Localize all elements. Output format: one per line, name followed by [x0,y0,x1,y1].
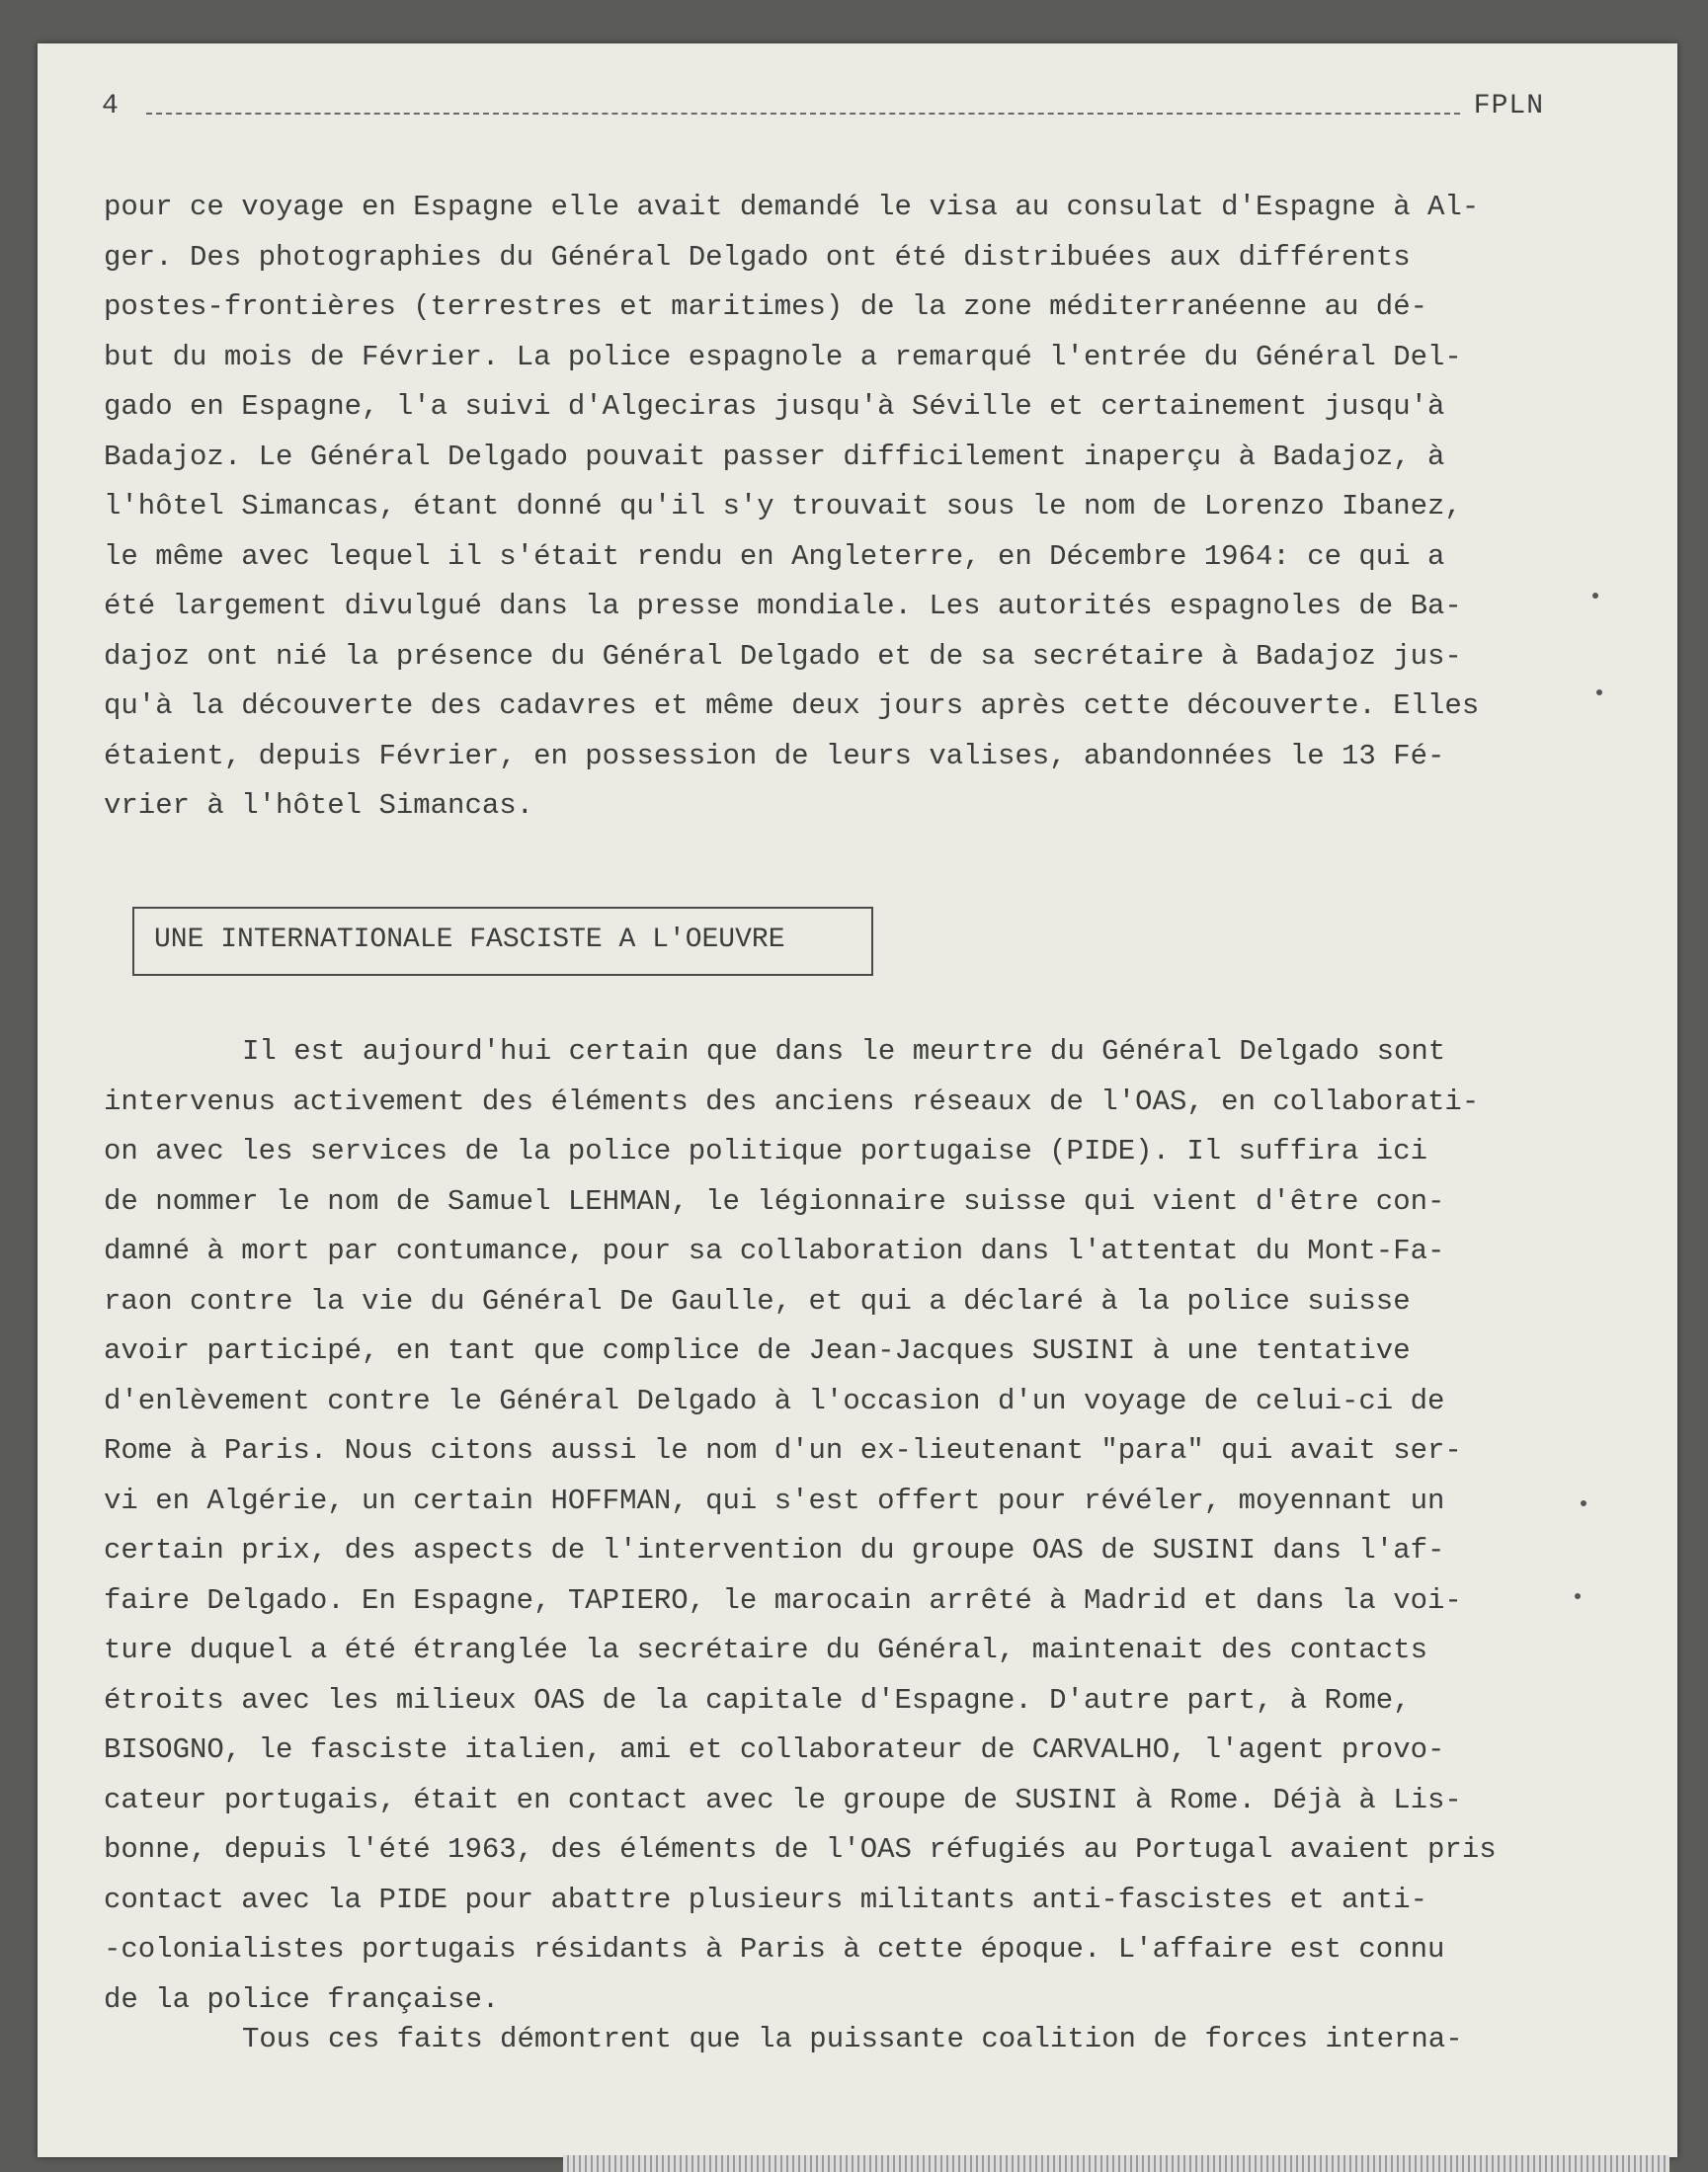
text-line: faire Delgado. En Espagne, TAPIERO, le marocain arrêté à Madrid et dans la voi- [104,1583,1462,1617]
text-line: cateur portugais, était en contact avec le groupe de SUSINI à Rome. Déjà à Lis- [104,1783,1462,1816]
text-line: postes-frontières (terrestres et maritimes) de la zone méditerranéenne au dé- [104,290,1428,323]
scale-ruler [563,2155,1669,2172]
text-line: bonne, depuis l'été 1963, des éléments de l'OAS réfugiés au Portugal avaient pris [104,1833,1497,1866]
page-number: 4 [102,91,119,121]
text-line: damné à mort par contumance, pour sa collaboration dans l'attentat du Mont-Fa- [104,1235,1445,1267]
text-line: de nommer le nom de Samuel LEHMAN, le légionnaire suisse qui vient d'être con- [104,1184,1445,1218]
text-line: Rome à Paris. Nous citons aussi le nom d'un ex-lieutenant "para" qui avait ser- [104,1434,1462,1467]
header-rule [146,113,1460,115]
text-line: Tous ces faits démontrent que la puissante coalition de forces interna- [242,2023,1463,2055]
text-line: Il est aujourd'hui certain que dans le meurtre du Général Delgado sont [242,1035,1446,1068]
text-line: -colonialistes portugais résidants à Paris à cette époque. L'affaire est connu [104,1933,1445,1966]
text-line: ger. Des photographies du Général Delgado ont été distribuées aux différents [104,240,1411,274]
margin-mark [1581,1500,1586,1506]
margin-mark [1592,593,1598,599]
margin-mark [1596,689,1602,695]
text-line: l'hôtel Simancas, étant donné qu'il s'y trouvait sous le nom de Lorenzo Ibanez, [104,490,1462,523]
paragraph-2 [104,1027,1586,2025]
text-line: Badajoz. Le Général Delgado pouvait passer difficilement inaperçu à Badajoz, à [104,440,1445,473]
margin-mark [1575,1593,1581,1599]
text-line: qu'à la découverte des cadavres et même deux jours après cette découverte. Elles [104,689,1480,722]
section-heading-box [132,907,873,976]
text-line: de la police française. [104,1982,500,2016]
page-header [102,91,1544,130]
text-line: d'enlèvement contre le Général Delgado à l'occasion d'un voyage de celui-ci de [104,1384,1445,1417]
section-title: UNE INTERNATIONALE FASCISTE A L'OEUVRE [154,925,785,955]
text-line: été largement divulgué dans la presse mondiale. Les autorités espagnoles de Ba- [104,590,1462,622]
text-line: avoir participé, en tant que complice de Jean-Jacques SUSINI à une tentative [104,1334,1411,1367]
text-line: certain prix, des aspects de l'intervention du groupe OAS de SUSINI dans l'af- [104,1534,1445,1567]
header-organization: FPLN [1473,91,1544,121]
text-line: vrier à l'hôtel Simancas. [104,789,534,822]
text-line: ture duquel a été étranglée la secrétaire du Général, maintenait des contacts [104,1634,1428,1666]
text-line: raon contre la vie du Général De Gaulle, et qui a déclaré à la police suisse [104,1284,1411,1318]
text-line: gado en Espagne, l'a suivi d'Algeciras jusqu'à Séville et certainement jusqu'à [104,390,1445,423]
text-line: contact avec la PIDE pour abattre plusieurs militants anti-fascistes et anti- [104,1883,1428,1916]
text-line: le même avec lequel il s'était rendu en Angleterre, en Décembre 1964: ce qui a [104,539,1445,573]
text-line: on avec les services de la police politique portugaise (PIDE). Il suffira ici [104,1135,1428,1167]
text-line: pour ce voyage en Espagne elle avait demandé le visa au consulat d'Espagne à Al- [104,191,1480,223]
paragraph-1 [104,183,1586,832]
text-line: vi en Algérie, un certain HOFFMAN, qui s'est offert pour révéler, moyennant un [104,1484,1445,1517]
text-line: dajoz ont nié la présence du Général Delgado et de sa secrétaire à Badajoz jus- [104,639,1462,673]
text-line: but du mois de Février. La police espagnole a remarqué l'entrée du Général Del- [104,340,1462,373]
document-page [38,43,1677,2157]
paragraph-3 [104,2015,1586,2065]
text-line: BISOGNO, le fasciste italien, ami et collaborateur de CARVALHO, l'agent provo- [104,1733,1445,1766]
text-line: étaient, depuis Février, en possession de leurs valises, abandonnées le 13 Fé- [104,739,1445,772]
text-line: intervenus activement des éléments des anciens réseaux de l'OAS, en collaborati- [104,1085,1480,1118]
text-line: étroits avec les milieux OAS de la capitale d'Espagne. D'autre part, à Rome, [104,1683,1411,1717]
